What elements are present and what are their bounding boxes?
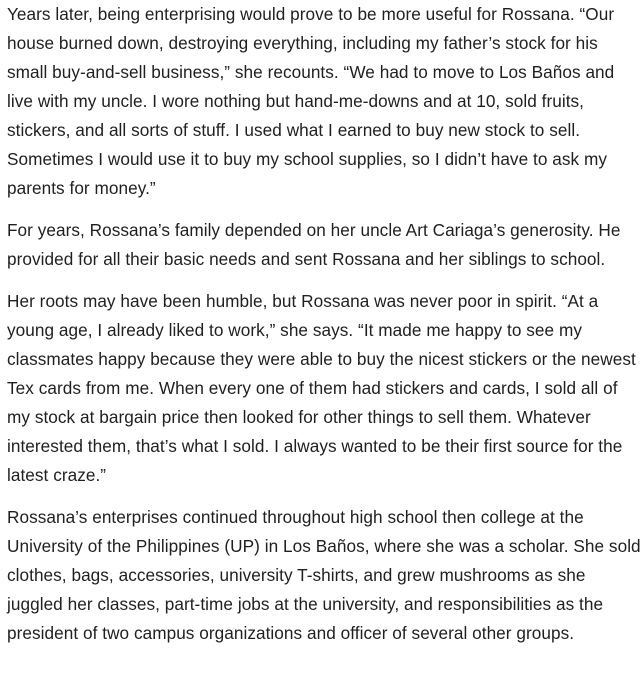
article-paragraph-3: Her roots may have been humble, but Rossana was never poor in spirit. “At a young age, I already liked to work,” she says. “It made me happy to see my classmates happy because they were able to buy the nicest stickers or the newest Tex cards from me. When every one of them had stickers and cards, I sold all of my stock at bargain price then looked for other things to sell them. Whatever interested them, that’s what I sold. I always wanted to be their first source for the latest craze.”: [7, 291, 636, 485]
article-body: [7, 0, 641, 661]
article-paragraph-1: Years later, being enterprising would prove to be more useful for Rossana. “Our house burned down, destroying everything, including my father’s stock for his small buy-and-sell business,” she recounts. “We had to move to Los Baños and live with my uncle. I wore nothing but hand-me-downs and at 10, sold fruits, stickers, and all sorts of stuff. I used what I earned to buy new stock to sell. Sometimes I would use it to buy my school supplies, so I didn’t have to ask my parents for money.”: [7, 4, 615, 198]
article-paragraph-2: For years, Rossana’s family depended on her uncle Art Cariaga’s generosity. He provided for all their basic needs and sent Rossana and her siblings to school.: [7, 220, 621, 269]
article-paragraph-4: Rossana’s enterprises continued throughout high school then college at the University of the Philippines (UP) in Los Baños, where she was a scholar. She sold clothes, bags, accessories, university T-shirts, and grew mushrooms as she juggled her classes, part-time jobs at the university, and responsibilities as the president of two campus organizations and officer of several other groups.: [7, 507, 641, 643]
